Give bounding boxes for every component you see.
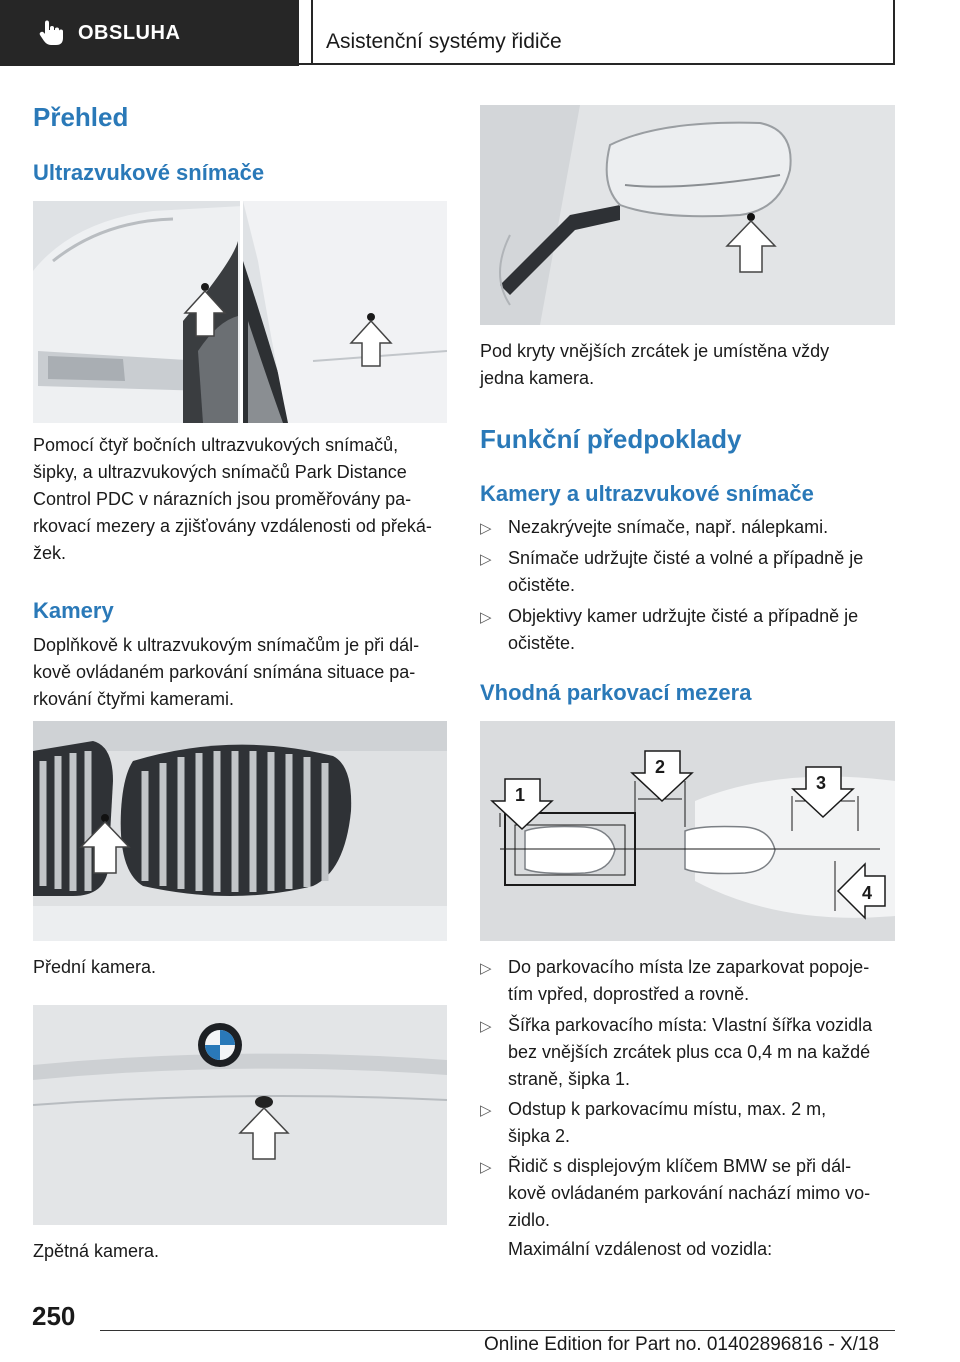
rear-camera-illustration (33, 1005, 447, 1225)
bullet-triangle-icon: ▷ (480, 1018, 492, 1035)
diagram-label-2: 2 (655, 757, 666, 777)
mirror-camera-illustration (480, 105, 895, 325)
subtitle-sensors: Ultrazvukové snímače (33, 160, 265, 185)
section-label: OBSLUHA (78, 21, 181, 44)
edition-footer: Online Edition for Part no. 01402896816 - X/18 (484, 1334, 880, 1355)
chapter-title: Asistenční systémy řidiče (326, 30, 562, 53)
subtitle-cameras: Kamery (33, 598, 114, 623)
bullet-triangle-icon: ▷ (480, 1159, 492, 1176)
page-number: 250 (32, 1301, 76, 1331)
bullet-triangle-icon: ▷ (480, 609, 492, 626)
hand-pointer-icon (36, 18, 66, 48)
diagram-label-3: 3 (816, 773, 827, 793)
side-sensors-illustration (33, 201, 447, 423)
section-tab (0, 0, 299, 66)
page-title: Přehled (33, 102, 129, 132)
bullet-triangle-icon: ▷ (480, 520, 492, 537)
parking-space-diagram (480, 721, 895, 941)
front-camera-caption: Přední kamera. (33, 957, 157, 977)
diagram-label-1: 1 (515, 785, 526, 805)
section-title-requirements: Funkční předpoklady (480, 424, 742, 454)
distance-note: Maximální vzdálenost od vozidla: (508, 1239, 773, 1259)
mirror-caption: Pod kryty vnějších zrcátek je umístěna vždy jedna kamera. (480, 341, 830, 388)
bullet-triangle-icon: ▷ (480, 1102, 492, 1119)
bullet-triangle-icon: ▷ (480, 551, 492, 568)
bullet-triangle-icon: ▷ (480, 960, 492, 977)
rear-camera-caption: Zpětná kamera. (33, 1241, 160, 1261)
front-camera-illustration (33, 721, 447, 941)
page-header (0, 0, 960, 66)
subtitle-parking-space: Vhodná parkovací mezera (480, 680, 752, 705)
subtitle-conditions: Kamery a ultrazvukové snímače (480, 481, 814, 506)
cameras-description: Doplňkově k ultrazvukovým snímačům je při dál- kově ovládaném parkování snímána situace pa- rkování čtyřmi kamerami. (33, 635, 420, 709)
sensors-description: Pomocí čtyř bočních ultrazvukových snímačů, šipky, a ultrazvukových snímačů Park Distance Control PDC v nárazních jsou proměřovány pa- rkovací mezery a zjišťovány vzdálenosti od překá- žek. (33, 435, 432, 563)
diagram-label-4: 4 (862, 883, 873, 903)
